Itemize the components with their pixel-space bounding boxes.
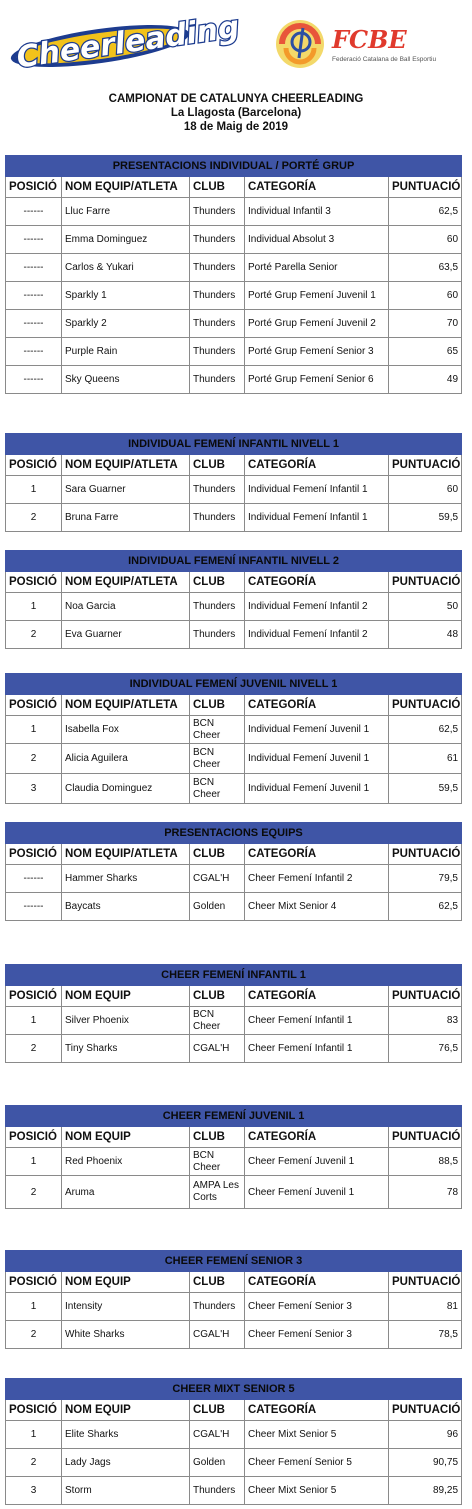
table-row: [6, 1293, 462, 1321]
category-header: CATEGORÍA: [245, 1400, 389, 1421]
name-header: NOM EQUIP: [62, 1127, 190, 1148]
position-cell: 2: [6, 1035, 62, 1063]
category-cell: Individual Femení Juvenil 1: [245, 774, 389, 804]
position-header: POSICIÓ: [6, 572, 62, 593]
table-row: [6, 744, 462, 774]
name-header: NOM EQUIP/ATLETA: [62, 695, 190, 716]
category-cell: Cheer Femení Senior 3: [245, 1293, 389, 1321]
category-cell: Porté Grup Femení Juvenil 2: [245, 310, 389, 338]
category-cell: Cheer Femení Infantil 2: [245, 865, 389, 893]
position-cell: ------: [6, 310, 62, 338]
table-row: [6, 504, 462, 532]
category-cell: Porté Grup Femení Senior 3: [245, 338, 389, 366]
document-header: [0, 92, 472, 134]
score-header: PUNTUACIÓ: [389, 695, 462, 716]
score-header: PUNTUACIÓ: [389, 1400, 462, 1421]
score-cell: 79,5: [389, 865, 462, 893]
score-header: PUNTUACIÓ: [389, 1272, 462, 1293]
name-cell: Sparkly 2: [62, 310, 190, 338]
section-title: INDIVIDUAL FEMENÍ JUVENIL NIVELL 1: [6, 674, 462, 695]
category-cell: Cheer Femení Infantil 1: [245, 1035, 389, 1063]
club-cell: CGAL'H: [190, 1421, 245, 1449]
category-header: CATEGORÍA: [245, 177, 389, 198]
category-header: CATEGORÍA: [245, 1127, 389, 1148]
category-cell: Cheer Femení Juvenil 1: [245, 1176, 389, 1209]
table-row: [6, 621, 462, 649]
club-cell: AMPA Les Corts: [190, 1176, 245, 1209]
section-title: CHEER FEMENÍ INFANTIL 1: [6, 965, 462, 986]
position-cell: ------: [6, 338, 62, 366]
position-cell: 1: [6, 1421, 62, 1449]
club-cell: Thunders: [190, 1477, 245, 1505]
name-header: NOM EQUIP/ATLETA: [62, 177, 190, 198]
club-header: CLUB: [190, 986, 245, 1007]
position-cell: 1: [6, 593, 62, 621]
position-cell: 2: [6, 1321, 62, 1349]
svg-text:Cheerleading: Cheerleading: [14, 9, 242, 76]
score-cell: 59,5: [389, 504, 462, 532]
table-row: [6, 1035, 462, 1063]
category-cell: Individual Femení Juvenil 1: [245, 744, 389, 774]
category-cell: Cheer Femení Juvenil 1: [245, 1148, 389, 1176]
category-header: CATEGORÍA: [245, 1272, 389, 1293]
name-cell: Baycats: [62, 893, 190, 921]
position-cell: 2: [6, 621, 62, 649]
club-header: CLUB: [190, 1400, 245, 1421]
category-header: CATEGORÍA: [245, 455, 389, 476]
position-cell: ------: [6, 198, 62, 226]
fcbe-logo: [272, 18, 464, 70]
name-cell: Bruna Farre: [62, 504, 190, 532]
category-cell: Individual Femení Infantil 2: [245, 593, 389, 621]
club-cell: Thunders: [190, 593, 245, 621]
score-cell: 60: [389, 226, 462, 254]
position-header: POSICIÓ: [6, 455, 62, 476]
category-cell: Cheer Mixt Senior 5: [245, 1421, 389, 1449]
name-cell: Intensity: [62, 1293, 190, 1321]
score-cell: 63,5: [389, 254, 462, 282]
name-cell: Isabella Fox: [62, 716, 190, 744]
svg-text:Federació Catalana de Ball Esp: Federació Catalana de Ball Esportiu: [332, 56, 437, 63]
score-cell: 50: [389, 593, 462, 621]
results-table: [5, 964, 462, 1063]
table-row: [6, 1007, 462, 1035]
name-cell: Noa Garcia: [62, 593, 190, 621]
name-cell: Hammer Sharks: [62, 865, 190, 893]
club-cell: Thunders: [190, 310, 245, 338]
name-header: NOM EQUIP/ATLETA: [62, 455, 190, 476]
club-cell: Thunders: [190, 1293, 245, 1321]
name-cell: Claudia Dominguez: [62, 774, 190, 804]
name-cell: Red Phoenix: [62, 1148, 190, 1176]
category-cell: Individual Femení Infantil 1: [245, 476, 389, 504]
table-row: [6, 865, 462, 893]
results-table: [5, 673, 462, 804]
table-row: [6, 254, 462, 282]
score-cell: 89,25: [389, 1477, 462, 1505]
section-title: PRESENTACIONS INDIVIDUAL / PORTÉ GRUP: [6, 156, 462, 177]
club-cell: Thunders: [190, 338, 245, 366]
position-header: POSICIÓ: [6, 177, 62, 198]
position-cell: 1: [6, 1293, 62, 1321]
table-row: [6, 282, 462, 310]
position-header: POSICIÓ: [6, 986, 62, 1007]
club-cell: CGAL'H: [190, 1035, 245, 1063]
results-table: [5, 550, 462, 649]
category-cell: Cheer Mixt Senior 5: [245, 1477, 389, 1505]
name-cell: Elite Sharks: [62, 1421, 190, 1449]
club-cell: BCN Cheer: [190, 744, 245, 774]
position-header: POSICIÓ: [6, 1127, 62, 1148]
position-cell: ------: [6, 254, 62, 282]
table-row: [6, 1148, 462, 1176]
position-cell: 2: [6, 504, 62, 532]
name-cell: Lluc Farre: [62, 198, 190, 226]
score-cell: 62,5: [389, 198, 462, 226]
position-cell: 3: [6, 774, 62, 804]
club-cell: Golden: [190, 1449, 245, 1477]
category-cell: Cheer Femení Infantil 1: [245, 1007, 389, 1035]
position-cell: ------: [6, 865, 62, 893]
club-header: CLUB: [190, 572, 245, 593]
club-cell: Thunders: [190, 504, 245, 532]
score-cell: 96: [389, 1421, 462, 1449]
score-header: PUNTUACIÓ: [389, 177, 462, 198]
score-cell: 88,5: [389, 1148, 462, 1176]
position-cell: 1: [6, 716, 62, 744]
name-cell: Emma Dominguez: [62, 226, 190, 254]
club-header: CLUB: [190, 695, 245, 716]
club-cell: Thunders: [190, 366, 245, 394]
name-cell: Aruma: [62, 1176, 190, 1209]
club-header: CLUB: [190, 1127, 245, 1148]
position-cell: ------: [6, 893, 62, 921]
results-table: [5, 822, 462, 921]
position-cell: 2: [6, 744, 62, 774]
name-header: NOM EQUIP: [62, 1272, 190, 1293]
score-cell: 65: [389, 338, 462, 366]
position-cell: ------: [6, 282, 62, 310]
date: 18 de Maig de 2019: [183, 121, 289, 133]
table-row: [6, 198, 462, 226]
table-row: [6, 1176, 462, 1209]
section-title: CHEER FEMENÍ JUVENIL 1: [6, 1106, 462, 1127]
position-cell: 2: [6, 1176, 62, 1209]
club-cell: BCN Cheer: [190, 1007, 245, 1035]
score-cell: 48: [389, 621, 462, 649]
club-cell: Thunders: [190, 254, 245, 282]
name-cell: Carlos & Yukari: [62, 254, 190, 282]
club-cell: CGAL'H: [190, 1321, 245, 1349]
position-header: POSICIÓ: [6, 844, 62, 865]
club-header: CLUB: [190, 844, 245, 865]
results-table: [5, 1105, 462, 1209]
score-cell: 90,75: [389, 1449, 462, 1477]
category-cell: Porté Grup Femení Juvenil 1: [245, 282, 389, 310]
section-title: INDIVIDUAL FEMENÍ INFANTIL NIVELL 1: [6, 434, 462, 455]
club-cell: Thunders: [190, 198, 245, 226]
category-cell: Individual Femení Juvenil 1: [245, 716, 389, 744]
category-cell: Individual Infantil 3: [245, 198, 389, 226]
club-cell: Thunders: [190, 476, 245, 504]
score-header: PUNTUACIÓ: [389, 572, 462, 593]
category-header: CATEGORÍA: [245, 572, 389, 593]
score-cell: 83: [389, 1007, 462, 1035]
results-table: [5, 433, 462, 532]
position-cell: 1: [6, 1148, 62, 1176]
position-cell: 1: [6, 1007, 62, 1035]
category-cell: Cheer Femení Senior 3: [245, 1321, 389, 1349]
name-cell: Purple Rain: [62, 338, 190, 366]
category-cell: Porté Grup Femení Senior 6: [245, 366, 389, 394]
category-header: CATEGORÍA: [245, 844, 389, 865]
name-header: NOM EQUIP: [62, 986, 190, 1007]
score-header: PUNTUACIÓ: [389, 844, 462, 865]
table-row: [6, 716, 462, 744]
name-cell: Storm: [62, 1477, 190, 1505]
score-cell: 49: [389, 366, 462, 394]
table-row: [6, 774, 462, 804]
section-title: CHEER FEMENÍ SENIOR 3: [6, 1251, 462, 1272]
score-cell: 61: [389, 744, 462, 774]
score-cell: 76,5: [389, 1035, 462, 1063]
name-cell: Eva Guarner: [62, 621, 190, 649]
category-cell: Individual Femení Infantil 1: [245, 504, 389, 532]
score-header: PUNTUACIÓ: [389, 1127, 462, 1148]
club-cell: Thunders: [190, 621, 245, 649]
name-cell: Silver Phoenix: [62, 1007, 190, 1035]
position-header: POSICIÓ: [6, 1272, 62, 1293]
location: La Llagosta (Barcelona): [170, 107, 302, 119]
results-table: [5, 155, 462, 394]
category-cell: Porté Parella Senior: [245, 254, 389, 282]
results-table: [5, 1250, 462, 1349]
table-row: [6, 1477, 462, 1505]
club-cell: Thunders: [190, 282, 245, 310]
name-cell: Sky Queens: [62, 366, 190, 394]
club-cell: Golden: [190, 893, 245, 921]
name-cell: White Sharks: [62, 1321, 190, 1349]
table-row: [6, 476, 462, 504]
table-row: [6, 893, 462, 921]
table-row: [6, 1449, 462, 1477]
table-row: [6, 1421, 462, 1449]
table-row: [6, 338, 462, 366]
position-header: POSICIÓ: [6, 695, 62, 716]
results-table: [5, 1378, 462, 1505]
score-cell: 81: [389, 1293, 462, 1321]
category-cell: Individual Absolut 3: [245, 226, 389, 254]
club-cell: BCN Cheer: [190, 1148, 245, 1176]
score-cell: 70: [389, 310, 462, 338]
position-cell: 1: [6, 476, 62, 504]
score-header: PUNTUACIÓ: [389, 986, 462, 1007]
score-cell: 78,5: [389, 1321, 462, 1349]
table-row: [6, 226, 462, 254]
name-header: NOM EQUIP: [62, 1400, 190, 1421]
name-cell: Sparkly 1: [62, 282, 190, 310]
name-cell: Sara Guarner: [62, 476, 190, 504]
club-cell: BCN Cheer: [190, 774, 245, 804]
score-header: PUNTUACIÓ: [389, 455, 462, 476]
score-cell: 62,5: [389, 893, 462, 921]
name-cell: Alicia Aguilera: [62, 744, 190, 774]
position-cell: 3: [6, 1477, 62, 1505]
position-cell: ------: [6, 226, 62, 254]
score-cell: 59,5: [389, 774, 462, 804]
name-header: NOM EQUIP/ATLETA: [62, 844, 190, 865]
name-header: NOM EQUIP/ATLETA: [62, 572, 190, 593]
category-header: CATEGORÍA: [245, 695, 389, 716]
club-cell: Thunders: [190, 226, 245, 254]
table-row: [6, 310, 462, 338]
championship-title: CAMPIONAT DE CATALUNYA CHEERLEADING: [108, 93, 364, 105]
section-title: CHEER MIXT SENIOR 5: [6, 1379, 462, 1400]
svg-text:FCBE: FCBE: [332, 25, 407, 54]
club-cell: BCN Cheer: [190, 716, 245, 744]
category-cell: Cheer Mixt Senior 4: [245, 893, 389, 921]
club-cell: CGAL'H: [190, 865, 245, 893]
section-title: PRESENTACIONS EQUIPS: [6, 823, 462, 844]
name-cell: Lady Jags: [62, 1449, 190, 1477]
score-cell: 60: [389, 282, 462, 310]
cheerleading-logo: [4, 9, 242, 76]
score-cell: 60: [389, 476, 462, 504]
club-header: CLUB: [190, 455, 245, 476]
club-header: CLUB: [190, 177, 245, 198]
category-cell: Individual Femení Infantil 2: [245, 621, 389, 649]
name-cell: Tiny Sharks: [62, 1035, 190, 1063]
category-cell: Cheer Femení Senior 5: [245, 1449, 389, 1477]
category-header: CATEGORÍA: [245, 986, 389, 1007]
score-cell: 62,5: [389, 716, 462, 744]
table-row: [6, 1321, 462, 1349]
score-cell: 78: [389, 1176, 462, 1209]
table-row: [6, 366, 462, 394]
position-cell: 2: [6, 1449, 62, 1477]
club-header: CLUB: [190, 1272, 245, 1293]
section-title: INDIVIDUAL FEMENÍ INFANTIL NIVELL 2: [6, 551, 462, 572]
position-cell: ------: [6, 366, 62, 394]
table-row: [6, 593, 462, 621]
position-header: POSICIÓ: [6, 1400, 62, 1421]
